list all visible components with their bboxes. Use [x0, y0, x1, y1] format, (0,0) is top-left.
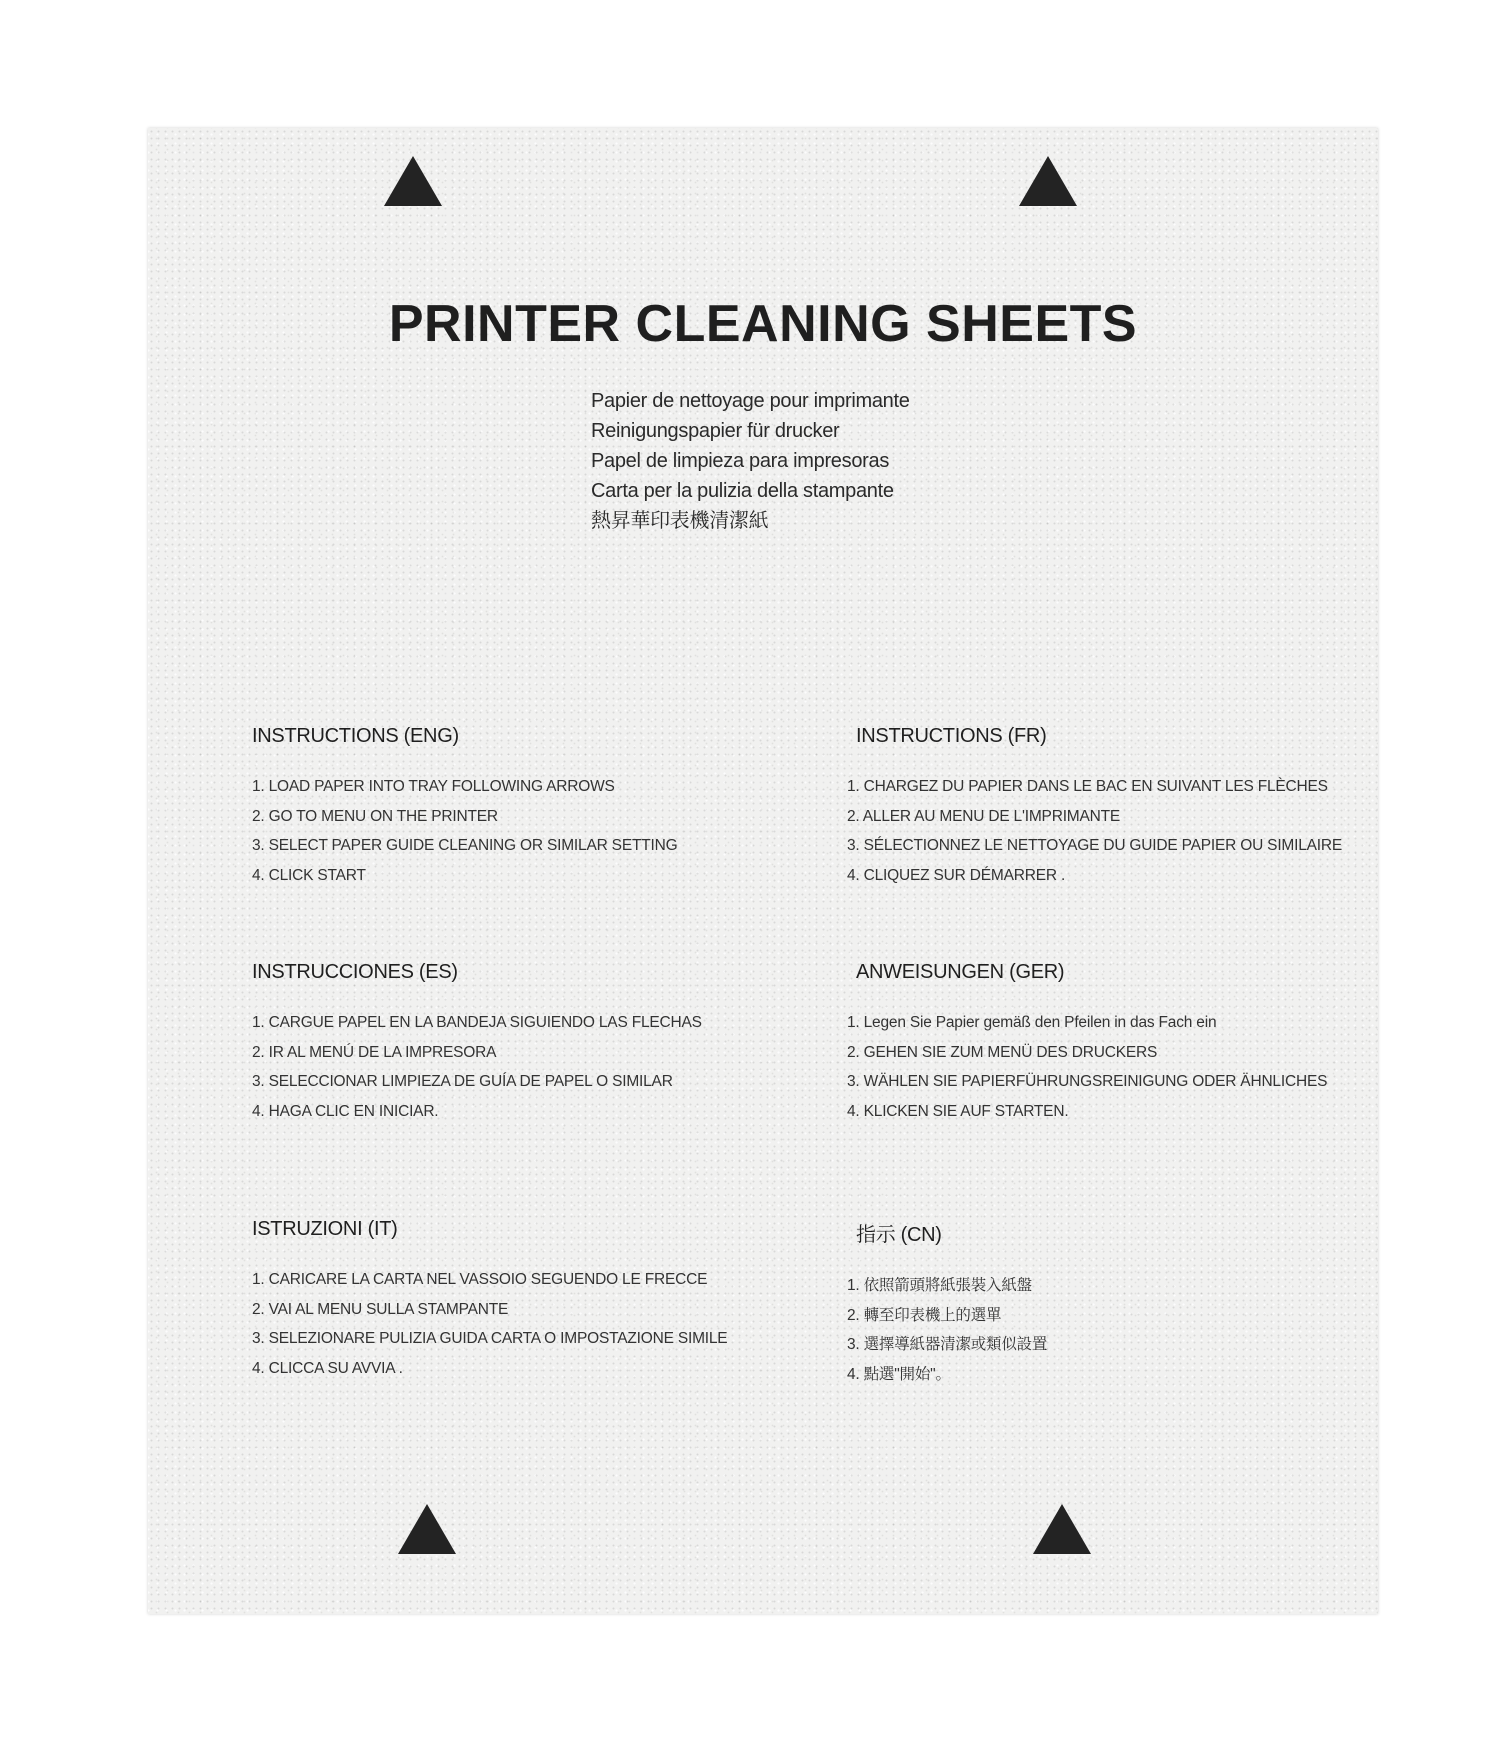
step-list — [252, 1008, 772, 1126]
section-heading: ANWEISUNGEN (GER) — [856, 961, 1065, 983]
instructions-fr — [847, 725, 1376, 890]
step-list — [847, 1008, 1376, 1126]
step-item: 3. 選擇導紙器清潔或類似設置 — [847, 1336, 1048, 1353]
step-item: 2. VAI AL MENU SULLA STAMPANTE — [252, 1300, 509, 1318]
step-list — [252, 772, 772, 890]
section-heading: ISTRUZIONI (IT) — [252, 1218, 398, 1240]
step-item: 2. 轉至印表機上的選單 — [847, 1306, 1002, 1324]
step-item: 2. GEHEN SIE ZUM MENÜ DES DRUCKERS — [847, 1043, 1158, 1061]
step-item: 4. CLICCA SU AVVIA . — [252, 1359, 403, 1377]
triangle-arrow-icon — [1033, 1504, 1091, 1554]
cleaning-sheet — [148, 128, 1378, 1614]
translated-subtitles — [591, 386, 910, 536]
sheet-title: PRINTER CLEANING SHEETS — [388, 295, 1138, 353]
step-item: 3. SÉLECTIONNEZ LE NETTOYAGE DU GUIDE PAPIER OU SIMILAIRE — [847, 837, 1343, 854]
section-heading: INSTRUCTIONS (FR) — [856, 725, 1047, 747]
step-item: 4. KLICKEN SIE AUF STARTEN. — [847, 1102, 1069, 1120]
step-item: 3. SELECT PAPER GUIDE CLEANING OR SIMILAR SETTING — [252, 837, 678, 854]
instructions-it — [252, 1218, 772, 1383]
instructions-eng — [252, 725, 772, 890]
section-heading: INSTRUCCIONES (ES) — [252, 961, 458, 983]
step-item: 1. CHARGEZ DU PAPIER DANS LE BAC EN SUIVANT LES FLÈCHES — [847, 778, 1328, 795]
step-item: 1. Legen Sie Papier gemäß den Pfeilen in das Fach ein — [847, 1014, 1217, 1031]
step-item: 2. IR AL MENÚ DE LA IMPRESORA — [252, 1043, 497, 1061]
step-item: 2. ALLER AU MENU DE L'IMPRIMANTE — [847, 807, 1121, 825]
subtitle-fr: Papier de nettoyage pour imprimante — [591, 390, 910, 412]
step-item: 1. CARICARE LA CARTA NEL VASSOIO SEGUENDO LE FRECCE — [252, 1271, 708, 1288]
subtitle-it: Carta per la pulizia della stampante — [591, 480, 894, 502]
step-item: 1. 依照箭頭將紙張裝入紙盤 — [847, 1277, 1032, 1294]
step-item: 2. GO TO MENU ON THE PRINTER — [252, 807, 498, 825]
step-item: 3. WÄHLEN SIE PAPIERFÜHRUNGSREINIGUNG ODER ÄHNLICHES — [847, 1073, 1328, 1090]
step-item: 4. HAGA CLIC EN INICIAR. — [252, 1102, 439, 1120]
step-item: 3. SELECCIONAR LIMPIEZA DE GUÍA DE PAPEL O SIMILAR — [252, 1073, 673, 1090]
section-heading: INSTRUCTIONS (ENG) — [252, 725, 459, 747]
triangle-arrow-icon — [384, 156, 442, 206]
step-item: 3. SELEZIONARE PULIZIA GUIDA CARTA O IMPOSTAZIONE SIMILE — [252, 1330, 728, 1347]
subtitle-de: Reinigungspapier für drucker — [591, 420, 840, 442]
instructions-cn — [847, 1218, 1376, 1389]
instructions-es — [252, 961, 772, 1126]
step-item: 4. CLICK START — [252, 866, 366, 884]
step-list — [847, 1271, 1376, 1389]
step-list — [252, 1265, 772, 1383]
subtitle-es: Papel de limpieza para impresoras — [591, 450, 890, 472]
step-list — [847, 772, 1376, 890]
step-item: 1. LOAD PAPER INTO TRAY FOLLOWING ARROWS — [252, 778, 615, 795]
triangle-arrow-icon — [1019, 156, 1077, 206]
step-item: 4. CLIQUEZ SUR DÉMARRER . — [847, 866, 1066, 884]
subtitle-cn: 熱昇華印表機清潔紙 — [591, 510, 769, 532]
instructions-ger — [847, 961, 1376, 1126]
section-heading: 指示 (CN) — [856, 1224, 942, 1246]
step-item: 4. 點選"開始"。 — [847, 1365, 951, 1383]
step-item: 1. CARGUE PAPEL EN LA BANDEJA SIGUIENDO LAS FLECHAS — [252, 1014, 702, 1031]
triangle-arrow-icon — [398, 1504, 456, 1554]
